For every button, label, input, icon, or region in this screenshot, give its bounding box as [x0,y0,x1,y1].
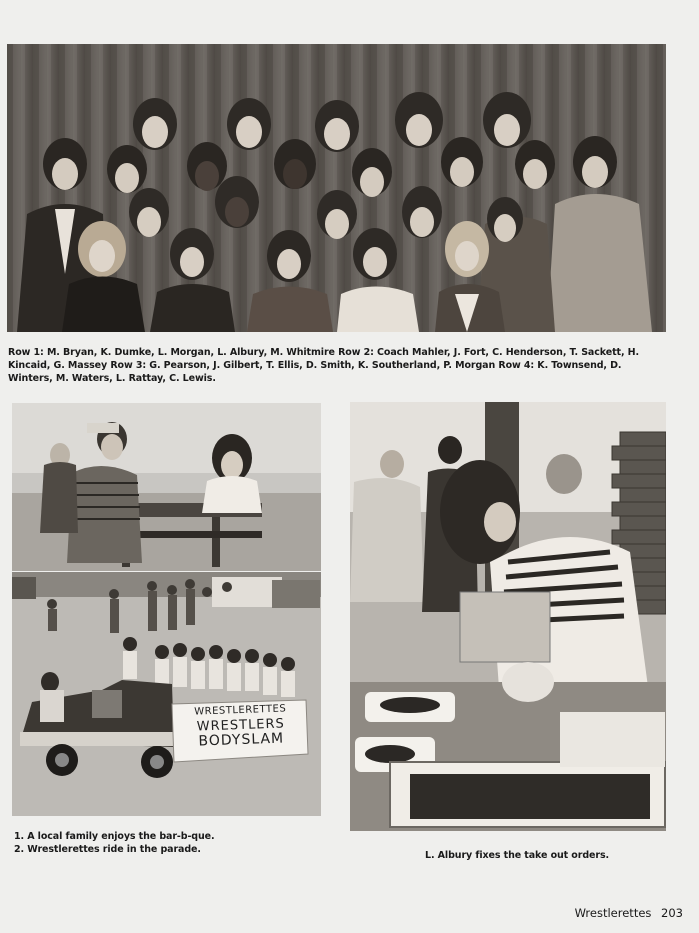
banner-line-1: WRESTLERETTES [194,703,287,718]
caption-takeout-orders: L. Albury fixes the take out orders. [425,850,610,861]
parade-banner [175,701,307,762]
caption-family-barbque: 1. A local family enjoys the bar-b-que. [14,831,215,842]
left-photos-captions [14,830,314,856]
caption-parade: 2. Wrestlerettes ride in the parade. [14,844,201,855]
parade-photo [12,572,321,816]
takeout-orders-photo [350,402,666,831]
group-photo-caption: Row 1: M. Bryan, K. Dumke, L. Morgan, L. Albury, M. Whitmire Row 2: Coach Mahler, J. Fort, C. Henderson, T. Sackett, H. Kincaid, G. Massey Row 3: G. Pearson, J. Gilbert, T. Ellis, D. Smith, K. Southerland, P. Morgan Row 4: K. Townsend, D. Winters, M. Waters, L. Rattay, C. Lewis. [8,347,640,384]
banner-line-2: WRESTLERS [196,716,286,735]
family-barbque-photo [12,403,321,571]
section-title: Wrestlerettes [574,906,652,920]
banner-line-3: BODYSLAM [198,730,285,750]
page-footer [575,906,683,920]
group-photo [7,44,666,332]
page-number: 203 [661,906,683,920]
